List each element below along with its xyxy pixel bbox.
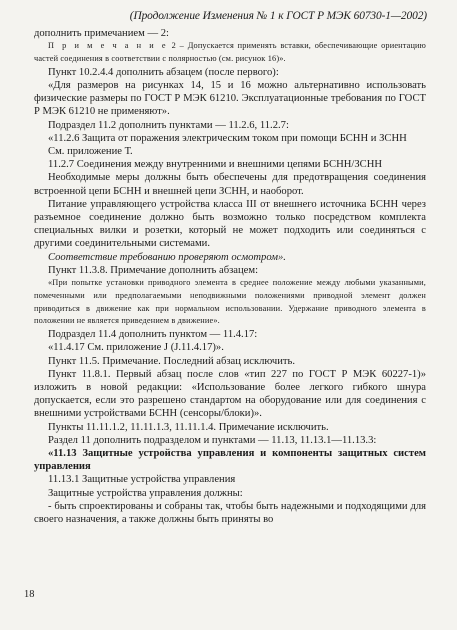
paragraph: «11.2.6 Защита от поражения электрическим током при помощи БСНН и ЗСНН	[48, 132, 407, 144]
bold-heading: «11.13 Защитные устройства управления и компоненты защитных систем управления	[34, 448, 426, 473]
paragraph: Пункт 11.8.1. Первый абзац после слов «тип 227 по ГОСТ Р МЭК 60227-1)» изложить в новой редакции: «Использование более легкого гибкого шнура допускается, если это разрешено стандартом на оборудование или для соединения с внешними устройствами БСНН (сенсоры/блоки)».	[34, 368, 426, 420]
paragraph: дополнить примечанием — 2:	[34, 28, 169, 39]
paragraph: «Для размеров на рисунках 14, 15 и 16 можно альтернативно использовать физические размеры по ГОСТ Р МЭК 61210. Эксплуатационные требования по ГОСТ Р МЭК 61210 не применяют».	[34, 80, 426, 118]
paragraph: Пункт 11.3.8. Примечание дополнить абзацем:	[48, 264, 259, 276]
paragraph: «11.4.17 См. приложение J (J.11.4.17)».	[48, 342, 224, 354]
paragraph: Пункты 11.11.1.2, 11.11.1.3, 11.11.1.4. Примечание исключить.	[48, 421, 329, 433]
paragraph: Необходимые меры должны быть обеспечены для предотвращения соединения встроенной цепи БСНН и внешней цепи ЗСНН, и наоборот.	[34, 172, 426, 197]
paragraph: 11.2.7 Соединения между внутренними и внешними цепями БСНН/ЗСНН	[48, 159, 383, 171]
note-label: П р и м е ч а н и е	[48, 41, 168, 51]
document-body	[34, 27, 426, 526]
note-text: 2 – Допускается применять вставки, обеспечивающие ориентацию частей соединения в соответствии с полярностью (см. рисунок 16)».	[34, 41, 426, 63]
paragraph: Защитные устройства управления должны:	[48, 487, 243, 499]
paragraph: Питание управляющего устройства класса III от внешнего источника БСНН через разъемное соединение должно быть возможно только посредством комплекта специальных вилки и розетки, который не может подходить или соединяться с другими соединительными системами.	[34, 198, 426, 250]
paragraph: - быть спроектированы и собраны так, чтобы быть надежными и подходящими для своего назначения, а также должны быть приняты во	[34, 500, 426, 526]
paragraph: См. приложение Т.	[48, 146, 133, 158]
paragraph: 11.13.1 Защитные устройства управления	[48, 474, 236, 486]
italic-paragraph: Соответствие требованию проверяют осмотром».	[48, 251, 286, 263]
running-header: (Продолжение Изменения № 1 к ГОСТ Р МЭК 60730-1—2002)	[129, 10, 427, 22]
page-number: 18	[24, 589, 35, 600]
paragraph: Подраздел 11.2 дополнить пунктами — 11.2.6, 11.2.7:	[48, 119, 289, 131]
note-paragraph	[34, 40, 426, 66]
small-paragraph: «При попытке установки приводного элемента в среднее положение между любыми указанными, помеченными или предполагаемыми неподвижными положениями приводной элемент должен приводиться в движение как при нормальном использовании. Удержание приводного элемента в положении не является приведением в движение».	[34, 278, 426, 326]
paragraph: Подраздел 11.4 дополнить пунктом — 11.4.17:	[48, 329, 258, 341]
paragraph: Пункт 10.2.4.4 дополнить абзацем (после первого):	[48, 66, 279, 78]
paragraph: Пункт 11.5. Примечание. Последний абзац исключить.	[48, 355, 295, 367]
paragraph: Раздел 11 дополнить подразделом и пунктами — 11.13, 11.13.1—11.13.3:	[48, 434, 377, 446]
